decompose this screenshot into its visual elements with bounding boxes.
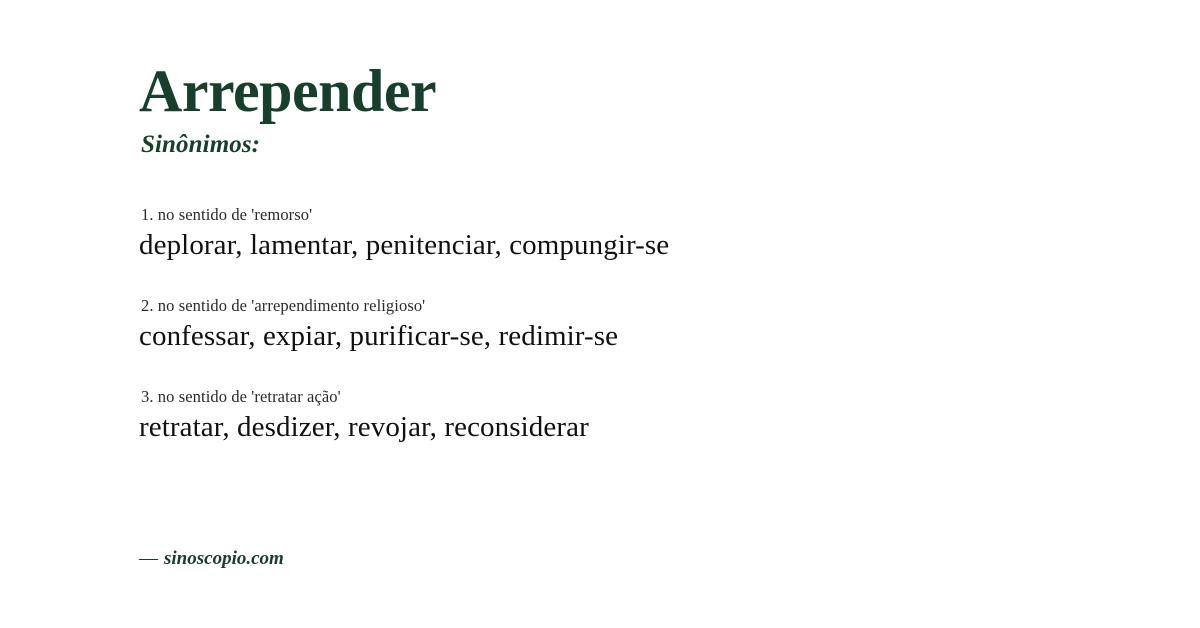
list-item [139,296,1100,355]
source-attribution [139,548,284,570]
sense-label: 2. no sentido de 'arrependimento religioso' [141,296,426,316]
sense-synonyms: deplorar, lamentar, penitenciar, compungir-se [139,229,670,262]
page-title: Arrepender [139,58,437,124]
sense-list [139,205,1100,446]
sense-label: 1. no sentido de 'remorso' [141,205,313,225]
sense-label: 3. no sentido de 'retratar ação' [141,387,341,407]
sense-synonyms: retratar, desdizer, revojar, reconsiderar [139,411,589,444]
em-dash-icon: — [139,548,158,569]
synonyms-subtitle: Sinônimos: [141,131,261,159]
sense-synonyms: confessar, expiar, purificar-se, redimir-se [139,320,619,353]
list-item [139,387,1100,446]
source-name: sinoscopio.com [164,548,284,569]
list-item [139,205,1100,264]
